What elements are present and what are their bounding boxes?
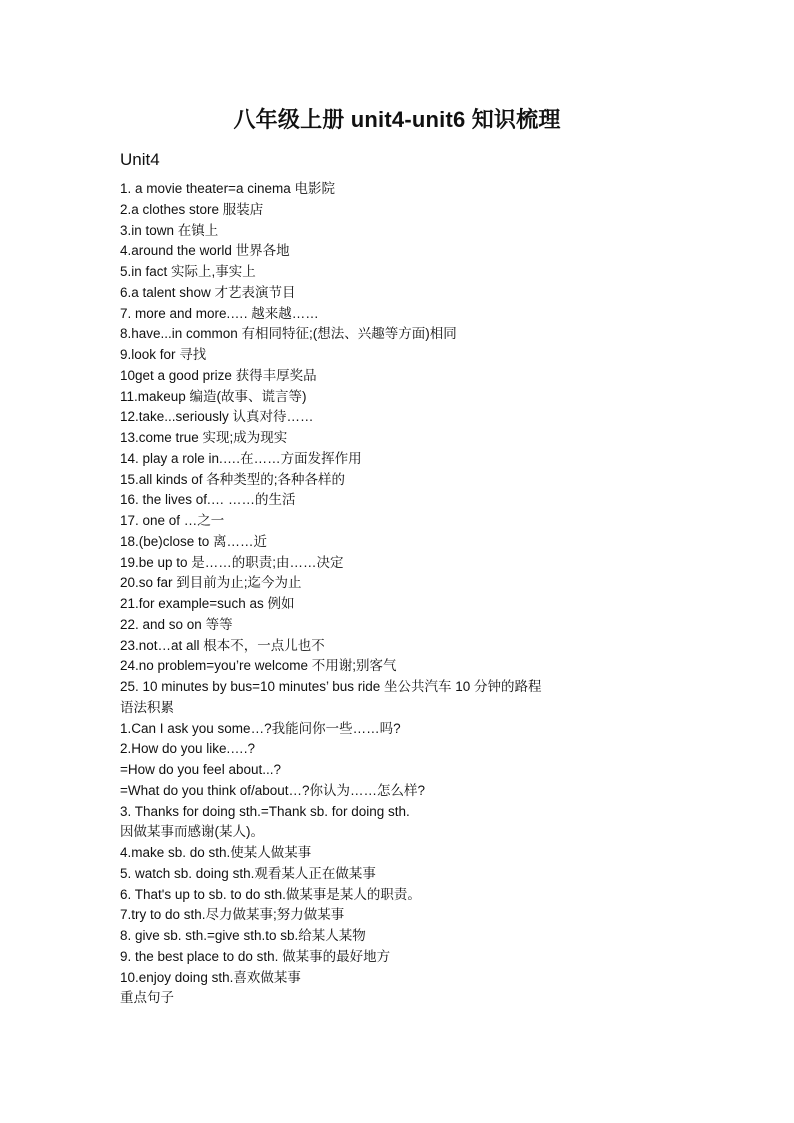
- list-item: 13.come true 实现;成为现实: [120, 430, 288, 445]
- list-item: 因做某事而感谢(某人)。: [120, 824, 264, 840]
- list-item: 3. Thanks for doing sth.=Thank sb. for doing sth.: [120, 803, 410, 819]
- list-item: 20.so far 到目前为止;迄今为止: [120, 575, 302, 591]
- unit-heading: Unit4: [120, 150, 160, 169]
- list-item: 2.How do you like.….?: [120, 741, 256, 757]
- list-item: =What do you think of/about…?你认为……怎么样?: [120, 782, 426, 798]
- list-item: 11.makeup 编造(故事、谎言等): [120, 388, 307, 404]
- list-item: 2.a clothes store 服装店: [120, 201, 264, 217]
- list-item: 14. play a role in.….在……方面发挥作用: [120, 450, 362, 466]
- list-item: 21.for example=such as 例如: [120, 596, 295, 611]
- page-title: 八年级上册 unit4-unit6 知识梳理: [233, 107, 561, 132]
- list-item: 7.try to do sth.尽力做某事;努力做某事: [120, 907, 345, 923]
- list-item: 4.make sb. do sth.使某人做某事: [120, 845, 312, 860]
- list-item: 1. a movie theater=a cinema 电影院: [120, 181, 335, 196]
- list-item: 7. more and more.…. 越来越……: [120, 305, 319, 321]
- list-item: 18.(be)close to 离……近: [120, 533, 268, 549]
- list-item: 9. the best place to do sth. 做某事的最好地方: [120, 948, 391, 964]
- list-item: 16. the lives of.… ……的生活: [120, 492, 296, 508]
- list-item: =How do you feel about...?: [120, 762, 281, 777]
- list-item: 5.in fact 实际上,事实上: [120, 264, 256, 279]
- list-item: 10get a good prize 获得丰厚奖品: [120, 367, 317, 383]
- list-item: 8.have...in common 有相同特征;(想法、兴趣等方面)相同: [120, 326, 457, 342]
- list-item: 6. That's up to sb. to do sth.做某事是某人的职责。: [120, 886, 421, 902]
- vocabulary-list: [120, 179, 680, 1009]
- list-item: 24.no problem=you’re welcome 不用谢;别客气: [120, 658, 397, 674]
- list-item: 15.all kinds of 各种类型的;各种各样的: [120, 471, 346, 487]
- list-item: 5. watch sb. doing sth.观看某人正在做某事: [120, 865, 376, 881]
- list-item: 17. one of …之一: [120, 513, 225, 528]
- list-item: 8. give sb. sth.=give sth.to sb.给某人某物: [120, 928, 366, 943]
- section-heading-key-sentences: 重点句子: [120, 990, 174, 1006]
- list-item: 1.Can I ask you some…?我能问你一些……吗?: [120, 720, 401, 736]
- section-heading-grammar: 语法积累: [120, 699, 174, 715]
- list-item: 23.not…at all 根本不，一点儿也不: [120, 637, 325, 653]
- list-item: 25. 10 minutes by bus=10 minutes’ bus ride 坐公共汽车 10 分钟的路程: [120, 679, 542, 694]
- list-item: 3.in town 在镇上: [120, 222, 219, 238]
- list-item: 6.a talent show 才艺表演节目: [120, 284, 296, 300]
- list-item: 19.be up to 是……的职责;由……决定: [120, 554, 344, 570]
- list-item: 9.look for 寻找: [120, 347, 207, 362]
- list-item: 10.enjoy doing sth.喜欢做某事: [120, 969, 301, 985]
- list-item: 12.take...seriously 认真对待……: [120, 409, 314, 425]
- list-item: 4.around the world 世界各地: [120, 243, 290, 259]
- list-item: 22. and so on 等等: [120, 616, 233, 632]
